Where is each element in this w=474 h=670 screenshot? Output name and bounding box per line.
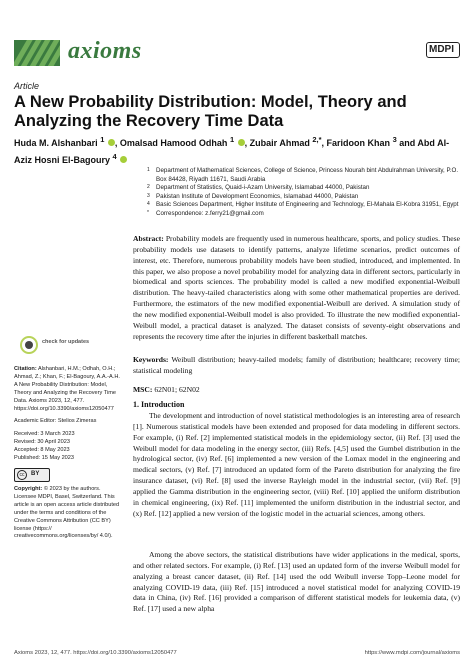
- author-sup: 1: [100, 135, 105, 144]
- intro-paragraph-2: Among the above sectors, the statistical distributions have wider applications in the medical, sports, and other related sectors. For example, (i) Ref. [13] used an updated form of the inverse Weibull model for analyzing a breast cancer dataset, (ii) Ref. [14] used the odd Weibull inverse Topp–Leone model for analyzing COVID-19 data, (iii) Ref. [15] introduced a novel statistical model for analyzing COVID-19 data in China, (iv) Ref. [16] provided a comparison of different statistical models for leukemia data, (v) Ref. [17] used a new alpha: [133, 550, 460, 614]
- affiliation-list: [147, 167, 462, 219]
- affiliation-item: 4 Basic Sciences Department, Higher Institute of Engineering and Technology, El-Mahala El-Kobra 31951, Egypt: [147, 201, 459, 209]
- revised-date: Revised: 30 April 2023: [14, 439, 70, 446]
- author-list: Huda M. Alshanbari $^1$ , Omalsad Hamood Odhah $^1$ , Zubair Ahmad $^{2,*}$, Faridoon Khan $^3$ and Abd Al-Aziz Hosni El-Bagoury $^4$: [14, 135, 450, 165]
- citation-text[interactable]: Alshanbari, H.M.; Odhah, O.H.; Ahmad, Z.; Khan, F.; El-Bagoury, A.A.-A.H. A New Probability Distribution: Model, Theory and Analyzing the Recovery Time Data. Axioms 2023, 12, 477. https://doi.org/10.3390/axioms12050477: [14, 366, 120, 412]
- msc-text: 62N01; 62N02: [154, 385, 200, 394]
- mdpi-logo-icon: [426, 42, 460, 66]
- affiliation-item: 2 Department of Statistics, Quaid-i-Azam University, Islamabad 44000, Pakistan: [147, 184, 370, 192]
- author-sup: 4: [112, 152, 117, 161]
- author-sup: 3: [392, 135, 397, 144]
- academic-editor: Academic Editor: Stelios Zimeras: [14, 418, 97, 425]
- check-for-updates-button[interactable]: [14, 336, 124, 360]
- check-for-updates-label: check for updates: [42, 339, 90, 345]
- received-date: Received: 3 March 2023: [14, 431, 75, 438]
- copyright-text: © 2023 by the authors. Licensee MDPI, Basel, Switzerland. This article is an open access article distributed under the terms and conditions of the Creative Commons Attribution (CC BY) license (https:// creativecommons.org/licenses/by/ 4.0/).: [14, 485, 120, 540]
- axioms-logo-icon: [14, 40, 60, 66]
- intro-paragraph-1: The development and introduction of novel statistical methodologies is an interesting area of research [1]. Numerous statistical models have been extended and proposed for data modeling in different sectors. For example, (i) Ref. [2] implemented statistical models in the epidemiology sector, (ii) Ref. [3] used the Weibull model for data modeling in the energy sector, (iii) Refs. [4,5] used the Gumbel distribution in the hydrological sector, (iv) Ref. [6] implemented a new version of the Lomax model in the engineering and medical sectors, (v) Ref. [7] introduced an updated form of the Pareto distribution for analyzing the fire insurance dataset, (vi) Ref. [8] used the inverse Rayleigh model in the industrial sector, (vii) Ref. [9] applied the Gamma distribution in the engineering sector, (viii) Ref. [10] applied the uniform distribution in chemical engineering, (ix) Ref. [11] implemented the uniform distribution in the industrial sector, and (x) Ref. [12] applied a new version of the logistic model in the actuarial sciences, among others.: [133, 411, 460, 518]
- abstract-label: Abstract:: [133, 234, 164, 243]
- accepted-date: Accepted: 8 May 2023: [14, 447, 70, 454]
- journal-name: axioms: [68, 38, 142, 64]
- journal-header: [14, 40, 460, 68]
- citation: [14, 366, 124, 413]
- keywords: [133, 355, 460, 377]
- keywords-label: Keywords:: [133, 355, 169, 364]
- affiliation-item: 3 Pakistan Institute of Development Economics, Islamabad 44000, Pakistan: [147, 192, 359, 200]
- section-heading: 1. Introduction: [133, 400, 185, 409]
- check-for-updates-icon: [20, 336, 38, 354]
- orcid-icon[interactable]: [238, 139, 245, 146]
- footer-doi[interactable]: Axioms 2023, 12, 477. https://doi.org/10.3390/axioms12050477: [14, 650, 177, 656]
- abstract: [133, 234, 460, 342]
- citation-label: Citation:: [14, 366, 37, 372]
- footer-journal-url[interactable]: https://www.mdpi.com/journal/axioms: [364, 650, 460, 656]
- article-info-sidebar: [14, 336, 124, 546]
- author-sup: 1: [229, 135, 235, 144]
- author-name[interactable]: Faridoon Khan: [326, 138, 391, 148]
- keywords-text: Weibull distribution; heavy-tailed models; family of distribution; healthcare; recovery time; statistical modeling: [133, 355, 460, 375]
- author-name[interactable]: Huda M. Alshanbari: [14, 138, 98, 148]
- correspondence[interactable]: * Correspondence: z.ferry21@gmail.com: [147, 209, 264, 217]
- publisher-name: MDPI: [429, 44, 454, 55]
- published-date: Published: 15 May 2023: [14, 455, 75, 462]
- copyright-label: Copyright:: [14, 485, 43, 492]
- article-title: A New Probability Distribution: Model, Theory and Analyzing the Recovery Time Data: [14, 93, 407, 130]
- orcid-icon[interactable]: [120, 156, 127, 163]
- author-name[interactable]: Zubair Ahmad: [249, 138, 310, 148]
- msc-codes: [133, 385, 460, 396]
- copyright: [14, 486, 124, 541]
- cc-by-license-icon[interactable]: cc BY: [14, 468, 50, 482]
- author-name[interactable]: Omalsad Hamood Odhah: [119, 138, 228, 148]
- author-sup: 2,*: [312, 135, 322, 144]
- author-name[interactable]: Abd Al-Aziz Hosni El-Bagoury: [14, 138, 450, 165]
- msc-label: MSC:: [133, 385, 153, 394]
- affiliation-item: 1 Department of Mathematical Sciences, College of Science, Princess Nourah bint Abdulrahman University, P.O. Box 84428, Riyadh 11671, Saudi Arabia: [147, 167, 459, 183]
- orcid-icon[interactable]: [108, 139, 115, 146]
- article-type-label: Article: [14, 81, 40, 91]
- abstract-text: Probability models are frequently used in numerous healthcare, sports, and policy studies. These probability models use datasets to identify patterns, analyze lifetime scenarios, predict outcomes of interest, etc. Therefore, numerous probability models have been studied, introduced, and implemented. In this paper, we also propose a novel probability model for analyzing data in different sectors, particularly in biomedical and sports sciences. The probability model is called a new modified exponential-Weibull distribution. The heavy-tailed characteristics along with some other mathematical properties are derived. Furthermore, the estimators of the new modified exponential-Weibull are derived. A simulation study of the new modified exponential-Weibull model is also provided. To illustrate the new modified exponential-Weibull model, a practical dataset is analyzed. The dataset consists of seventy-eight observations and represents the recovery time after the injuries in different basketball matches.: [133, 234, 460, 341]
